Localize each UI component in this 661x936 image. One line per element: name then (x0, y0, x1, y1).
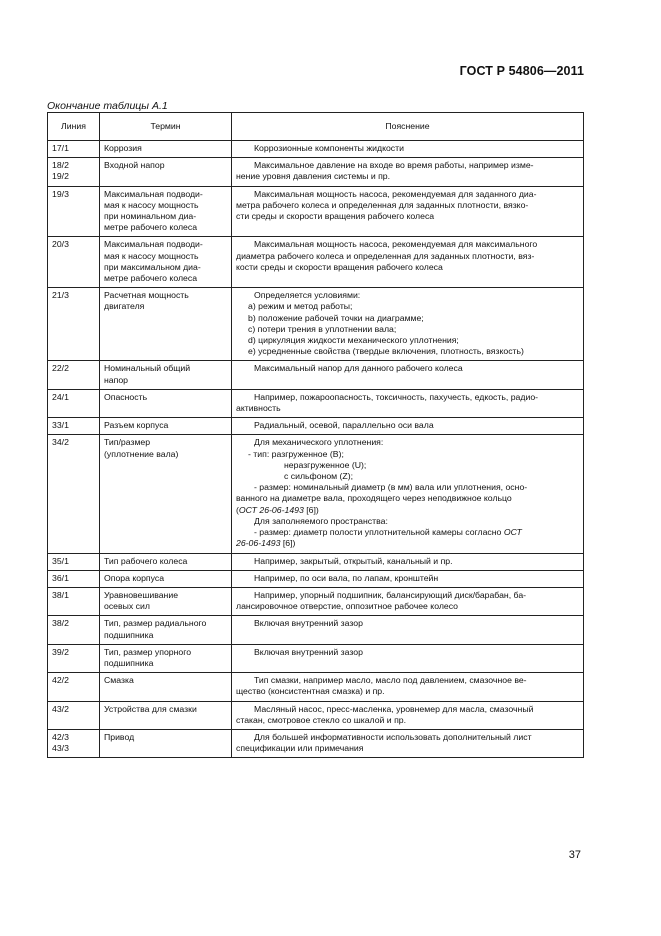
cell-explanation: Например, по оси вала, по лапам, кронштейн (232, 570, 584, 587)
cell-line: 21/3 (48, 288, 100, 361)
table-row (48, 186, 584, 237)
table-row (48, 361, 584, 389)
table-row (48, 158, 584, 186)
cell-explanation: Максимальный напор для данного рабочего колеса (232, 361, 584, 389)
cell-term: Опасность (100, 389, 232, 417)
cell-explanation: Тип смазки, например масло, масло под давлением, смазочное ве- щество (консистентная смазка) и пр. (232, 673, 584, 701)
cell-term: Устройства для смазки (100, 701, 232, 729)
cell-explanation: Максимальное давление на входе во время работы, например изме- нение уровня давления системы и пр. (232, 158, 584, 186)
table-caption: Окончание таблицы А.1 (47, 100, 168, 112)
table-row (48, 288, 584, 361)
cell-line: 24/1 (48, 389, 100, 417)
cell-term: Тип, размер упорного подшипника (100, 644, 232, 672)
table-row (48, 435, 584, 553)
cell-line: 17/1 (48, 141, 100, 158)
cell-term: Расчетная мощность двигателя (100, 288, 232, 361)
cell-explanation: Масляный насос, пресс-масленка, уровнемер для масла, смазочный стакан, смотровое стекло со шкалой и пр. (232, 701, 584, 729)
cell-term: Опора корпуса (100, 570, 232, 587)
cell-term: Коррозия (100, 141, 232, 158)
table-row (48, 570, 584, 587)
table-row (48, 237, 584, 288)
cell-explanation: Максимальная мощность насоса, рекомендуемая для заданного диа- метра рабочего колеса и определенная для заданных плотности, вязко- сти среды и скорости вращения рабочего колеса (232, 186, 584, 237)
cell-line: 39/2 (48, 644, 100, 672)
cell-term: Тип, размер радиального подшипника (100, 616, 232, 644)
cell-explanation: Включая внутренний зазор (232, 616, 584, 644)
cell-term: Максимальная подводи- мая к насосу мощность при номинальном диа- метре рабочего колеса (100, 186, 232, 237)
cell-explanation: Для большей информативности использовать дополнительный лист спецификации или примечания (232, 729, 584, 757)
cell-line: 35/1 (48, 553, 100, 570)
cell-line: 42/2 (48, 673, 100, 701)
cell-term: Разъем корпуса (100, 418, 232, 435)
cell-explanation: Например, закрытый, открытый, канальный и пр. (232, 553, 584, 570)
cell-explanation: Максимальная мощность насоса, рекомендуемая для максимального диаметра рабочего колеса и определенная для заданных плотности, вяз- кости среды и скорости вращения рабочего колеса (232, 237, 584, 288)
cell-line: 20/3 (48, 237, 100, 288)
page-number: 37 (568, 849, 581, 861)
column-header-term: Термин (100, 113, 232, 141)
cell-line: 38/1 (48, 587, 100, 615)
cell-explanation: Включая внутренний зазор (232, 644, 584, 672)
cell-line: 36/1 (48, 570, 100, 587)
cell-explanation: Радиальный, осевой, параллельно оси вала (232, 418, 584, 435)
cell-line: 43/2 (48, 701, 100, 729)
cell-line: 34/2 (48, 435, 100, 553)
cell-term: Смазка (100, 673, 232, 701)
cell-line: 22/2 (48, 361, 100, 389)
table-header-row (48, 113, 584, 141)
table-row (48, 389, 584, 417)
cell-explanation: Для механического уплотнения: - тип: разгруженное (B); неразгруженное (U); с сильфоном (Z); - размер: номинальный диаметр (в мм) вала или уплотнения, осно- ванного на диаметре вала, проходящего через неподвижное кольцо (ОСТ 26-06-1493 [6]) Для заполняемого пространства: - размер: диаметр полости уплотнительной камеры согласно ОСТ 26-06-1493 [6]) (232, 435, 584, 553)
document-id: ГОСТ Р 54806—2011 (459, 64, 584, 78)
table-row (48, 141, 584, 158)
table-row (48, 729, 584, 757)
cell-explanation: Определяется условиями: a) режим и метод работы; b) положение рабочей точки на диаграмме; c) потери трения в уплотнении вала; d) циркуляция жидкости механического уплотнения; e) усредненные свойства (твердые включения, плотность, вязкость) (232, 288, 584, 361)
cell-term: Тип/размер (уплотнение вала) (100, 435, 232, 553)
cell-explanation: Например, пожароопасность, токсичность, пахучесть, едкость, радио- активность (232, 389, 584, 417)
cell-term: Привод (100, 729, 232, 757)
cell-term: Уравновешивание осевых сил (100, 587, 232, 615)
terms-table (47, 112, 584, 758)
cell-line: 42/3 43/3 (48, 729, 100, 757)
column-header-explanation: Пояснение (232, 113, 584, 141)
cell-line: 33/1 (48, 418, 100, 435)
table-row (48, 701, 584, 729)
table-row (48, 673, 584, 701)
cell-term: Входной напор (100, 158, 232, 186)
table-row (48, 587, 584, 615)
cell-line: 38/2 (48, 616, 100, 644)
table-row (48, 644, 584, 672)
table-row (48, 418, 584, 435)
table-row (48, 616, 584, 644)
table-row (48, 553, 584, 570)
cell-term: Номинальный общий напор (100, 361, 232, 389)
cell-term: Тип рабочего колеса (100, 553, 232, 570)
cell-line: 18/2 19/2 (48, 158, 100, 186)
column-header-line: Линия (48, 113, 100, 141)
cell-line: 19/3 (48, 186, 100, 237)
cell-term: Максимальная подводи- мая к насосу мощность при максимальном диа- метре рабочего колеса (100, 237, 232, 288)
cell-explanation: Например, упорный подшипник, балансирующий диск/барабан, ба- лансировочное отверстие, оппозитное рабочее колесо (232, 587, 584, 615)
cell-explanation: Коррозионные компоненты жидкости (232, 141, 584, 158)
